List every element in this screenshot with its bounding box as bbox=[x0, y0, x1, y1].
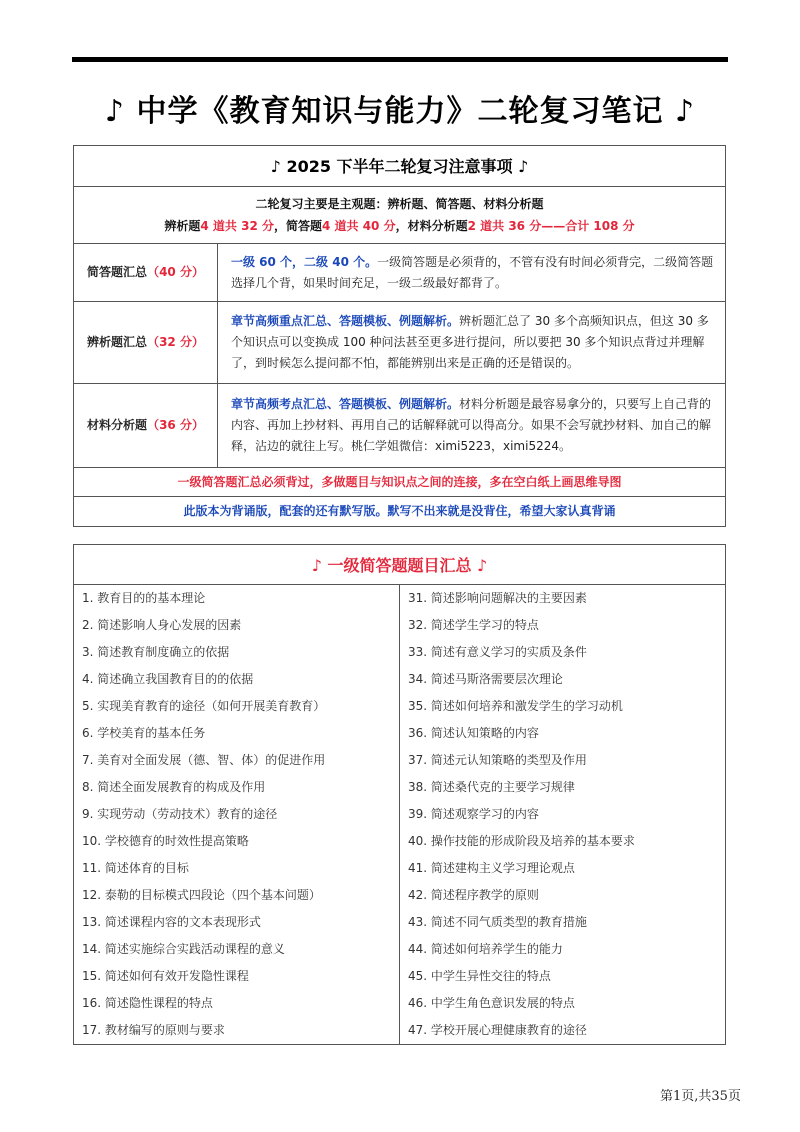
top-rule bbox=[72, 57, 728, 62]
list-item: 1. 教育目的的基本理论 bbox=[82, 591, 206, 605]
list-item: 35. 简述如何培养和激发学生的学习动机 bbox=[408, 699, 623, 713]
row-highlight: 一级 60 个，二级 40 个。 bbox=[231, 254, 378, 269]
list-item: 10. 学校德育的时效性提高策略 bbox=[82, 834, 249, 848]
list-item: 40. 操作技能的形成阶段及培养的基本要求 bbox=[408, 834, 635, 848]
notice-heading: ♪ 2025 下半年二轮复习注意事项 ♪ bbox=[74, 146, 726, 187]
row-content bbox=[218, 384, 726, 468]
list-item: 44. 简述如何培养学生的能力 bbox=[408, 942, 563, 956]
list-item: 8. 简述全面发展教育的构成及作用 bbox=[82, 780, 266, 794]
list-item: 5. 实现美育教育的途径（如何开展美育教育） bbox=[82, 699, 326, 713]
list-item: 39. 简述观察学习的内容 bbox=[408, 807, 539, 821]
row-label-text: 辨析题汇总 bbox=[87, 335, 148, 349]
page-number: 第1页,共35页 bbox=[660, 1089, 741, 1104]
score-part: ，材料分析题 bbox=[395, 219, 468, 233]
list-item: 11. 简述体育的目标 bbox=[82, 861, 189, 875]
list-item: 6. 学校美育的基本任务 bbox=[82, 726, 206, 740]
score-line bbox=[75, 215, 724, 237]
list-item: 16. 简述隐性课程的特点 bbox=[82, 996, 213, 1010]
row-label-text: 材料分析题 bbox=[87, 418, 148, 432]
row-points: （36 分） bbox=[147, 418, 204, 432]
notice-row bbox=[74, 244, 726, 302]
list-item: 42. 简述程序教学的原则 bbox=[408, 888, 539, 902]
row-text: 辨析题汇总了 30 多个高频知识点，但这 30 多个知识点可以变换成 100 种问法甚至更多进行提问，所以要把 30 多个知识点背过并理解了，到时候怎么提问都不怕，都能辨别出来是正确的还是错误的。 bbox=[231, 314, 709, 370]
row-highlight: 章节高频考点汇总、答题模板、例题解析。 bbox=[231, 397, 460, 411]
question-list-table bbox=[73, 544, 726, 1045]
list-item: 46. 中学生角色意识发展的特点 bbox=[408, 996, 575, 1010]
row-label bbox=[74, 384, 218, 468]
summary-line: 二轮复习主要是主观题：辨析题、简答题、材料分析题 bbox=[255, 197, 544, 211]
row-label-text: 简答题汇总 bbox=[87, 265, 148, 279]
list-item: 31. 简述影响问题解决的主要因素 bbox=[408, 591, 587, 605]
list-item: 41. 简述建构主义学习理论观点 bbox=[408, 861, 575, 875]
row-highlight: 章节高频重点汇总、答题模板、例题解析。 bbox=[231, 314, 460, 328]
list-left-column bbox=[74, 585, 400, 1045]
score-part: 4 道共 40 分 bbox=[322, 219, 396, 233]
notice-table bbox=[73, 145, 726, 527]
notice-row bbox=[74, 384, 726, 468]
list-item: 34. 简述马斯洛需要层次理论 bbox=[408, 672, 563, 686]
list-item: 17. 教材编写的原则与要求 bbox=[82, 1023, 225, 1037]
row-content bbox=[218, 244, 726, 302]
row-content bbox=[218, 302, 726, 384]
list-item: 12. 泰勒的目标模式四段论（四个基本问题） bbox=[82, 888, 321, 902]
note-blue: 此版本为背诵版，配套的还有默写版。默写不出来就是没背住，希望大家认真背诵 bbox=[74, 497, 726, 527]
list-item: 38. 简述桑代克的主要学习规律 bbox=[408, 780, 575, 794]
row-label bbox=[74, 302, 218, 384]
list-item: 4. 简述确立我国教育目的的依据 bbox=[82, 672, 254, 686]
list-item: 32. 简述学生学习的特点 bbox=[408, 618, 539, 632]
row-label bbox=[74, 244, 218, 302]
list-heading: ♪ 一级简答题题目汇总 ♪ bbox=[74, 545, 726, 585]
list-item: 14. 简述实施综合实践活动课程的意义 bbox=[82, 942, 285, 956]
score-part: 辨析题 bbox=[164, 219, 201, 233]
row-points: （32 分） bbox=[147, 335, 204, 349]
row-text: 一级简答题是必须背的，不管有没有时间必须背完，二级简答题选择几个背，如果时间充足，一级二级最好都背了。 bbox=[231, 254, 714, 290]
list-item: 37. 简述元认知策略的类型及作用 bbox=[408, 753, 587, 767]
row-text: 材料分析题是最容易拿分的，只要写上自己背的内容、再加上抄材料、再用自己的话解释就可以得高分。如果不会写就抄材料、加自己的解释，沾边的就往上写。桃仁学姐微信：ximi5223，ximi5224。 bbox=[231, 397, 712, 453]
note-red: 一级简答题汇总必须背过，多做题目与知识点之间的连接，多在空白纸上画思维导图 bbox=[74, 468, 726, 497]
page-title: ♪ 中学《教育知识与能力》二轮复习笔记 ♪ bbox=[104, 94, 696, 129]
list-item: 3. 简述教育制度确立的依据 bbox=[82, 645, 230, 659]
list-item: 2. 简述影响人身心发展的因素 bbox=[82, 618, 242, 632]
list-item: 36. 简述认知策略的内容 bbox=[408, 726, 539, 740]
row-points: （40 分） bbox=[147, 265, 204, 279]
list-item: 15. 简述如何有效开发隐性课程 bbox=[82, 969, 249, 983]
score-part: ，简答题 bbox=[273, 219, 322, 233]
list-right-column bbox=[400, 585, 726, 1045]
score-part: 2 道共 36 分——合计 108 分 bbox=[467, 219, 635, 233]
list-item: 7. 美育对全面发展（德、智、体）的促进作用 bbox=[82, 753, 326, 767]
list-item: 43. 简述不同气质类型的教育措施 bbox=[408, 915, 587, 929]
notice-summary bbox=[74, 187, 726, 244]
list-item: 33. 简述有意义学习的实质及条件 bbox=[408, 645, 587, 659]
notice-row bbox=[74, 302, 726, 384]
score-part: 4 道共 32 分 bbox=[200, 219, 274, 233]
list-item: 45. 中学生异性交往的特点 bbox=[408, 969, 551, 983]
list-item: 47. 学校开展心理健康教育的途径 bbox=[408, 1023, 587, 1037]
list-item: 9. 实现劳动（劳动技术）教育的途径 bbox=[82, 807, 278, 821]
list-item: 13. 简述课程内容的文本表现形式 bbox=[82, 915, 261, 929]
